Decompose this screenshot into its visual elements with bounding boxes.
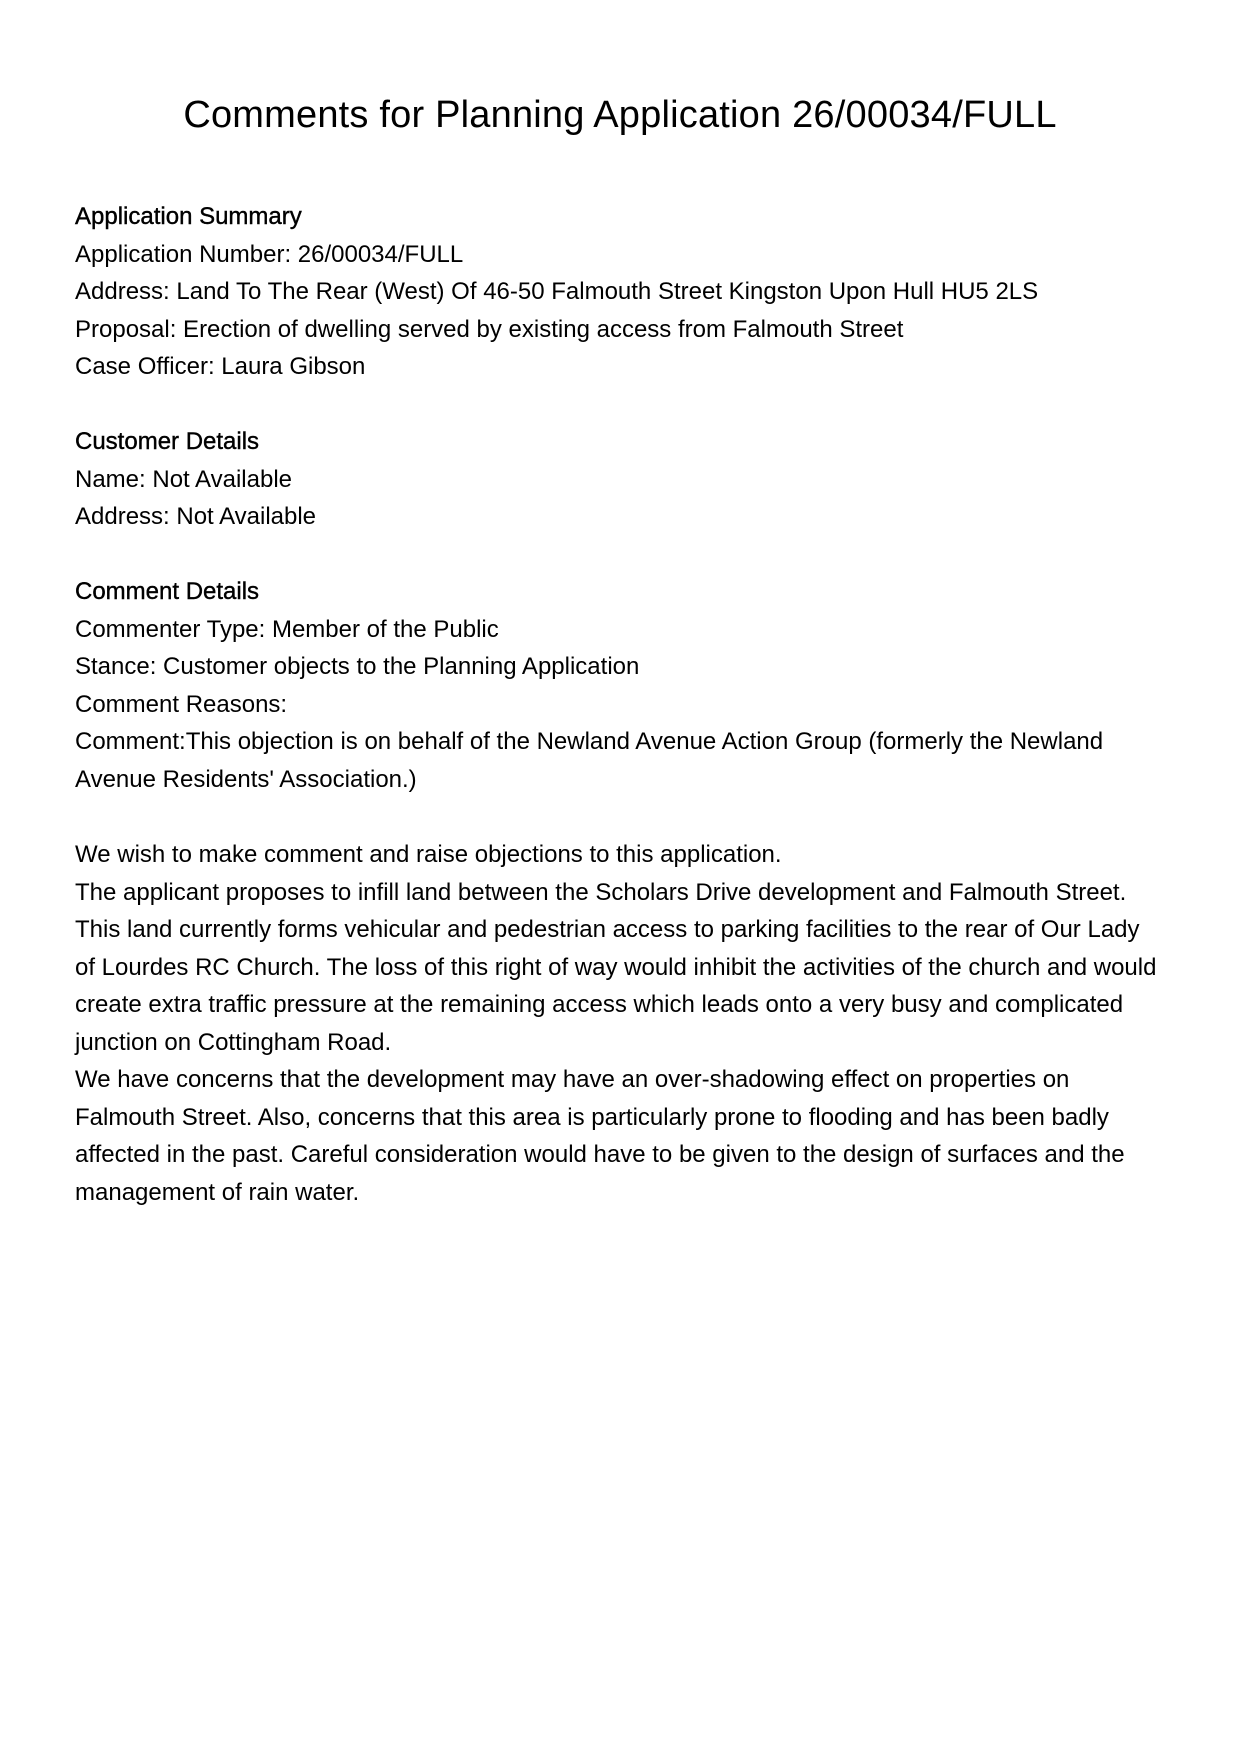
comment-reasons: Comment Reasons: — [75, 690, 288, 718]
comment-paragraph: We wish to make comment and raise objections to this application. — [75, 841, 782, 868]
comment-details-section — [75, 573, 1165, 798]
application-summary-section — [75, 198, 1165, 386]
commenter-type: Commenter Type: Member of the Public — [75, 615, 499, 643]
customer-address: Address: Not Available — [75, 503, 317, 530]
customer-details-heading: Customer Details — [75, 428, 260, 455]
comment-stance: Stance: Customer objects to the Planning Application — [75, 653, 640, 680]
comment-paragraph: We have concerns that the development may have an over-shadowing effect on properties on Falmouth Street. Also, concerns that this area is particularly prone to flooding and has been badly affected in the past. Careful consideration would have to be given to the design of surfaces and the management of rain water. — [75, 1066, 1125, 1206]
case-officer: Case Officer: Laura Gibson — [75, 353, 366, 380]
comment-details-heading: Comment Details — [75, 578, 260, 605]
customer-details-section — [75, 423, 1165, 536]
application-summary-heading: Application Summary — [75, 203, 302, 230]
application-number: Application Number: 26/00034/FULL — [75, 240, 464, 268]
comment-body — [75, 836, 1165, 1211]
page-title: Comments for Planning Application 26/00034/FULL — [183, 94, 1057, 136]
comment-intro: Comment:This objection is on behalf of the Newland Avenue Action Group (formerly the Newland Avenue Residents' Association.) — [75, 728, 1104, 793]
application-address: Address: Land To The Rear (West) Of 46-50 Falmouth Street Kingston Upon Hull HU5 2LS — [75, 278, 1039, 305]
application-proposal: Proposal: Erection of dwelling served by existing access from Falmouth Street — [75, 315, 904, 343]
comment-paragraph: The applicant proposes to infill land between the Scholars Drive development and Falmouth Street. This land currently forms vehicular and pedestrian access to parking facilities to the rear of Our Lady of Lourdes RC Church. The loss of this right of way would inhibit the activities of the church and would create extra traffic pressure at the remaining access which leads onto a very busy and complicated junction on Cottingham Road. — [75, 878, 1157, 1056]
customer-name: Name: Not Available — [75, 465, 293, 493]
